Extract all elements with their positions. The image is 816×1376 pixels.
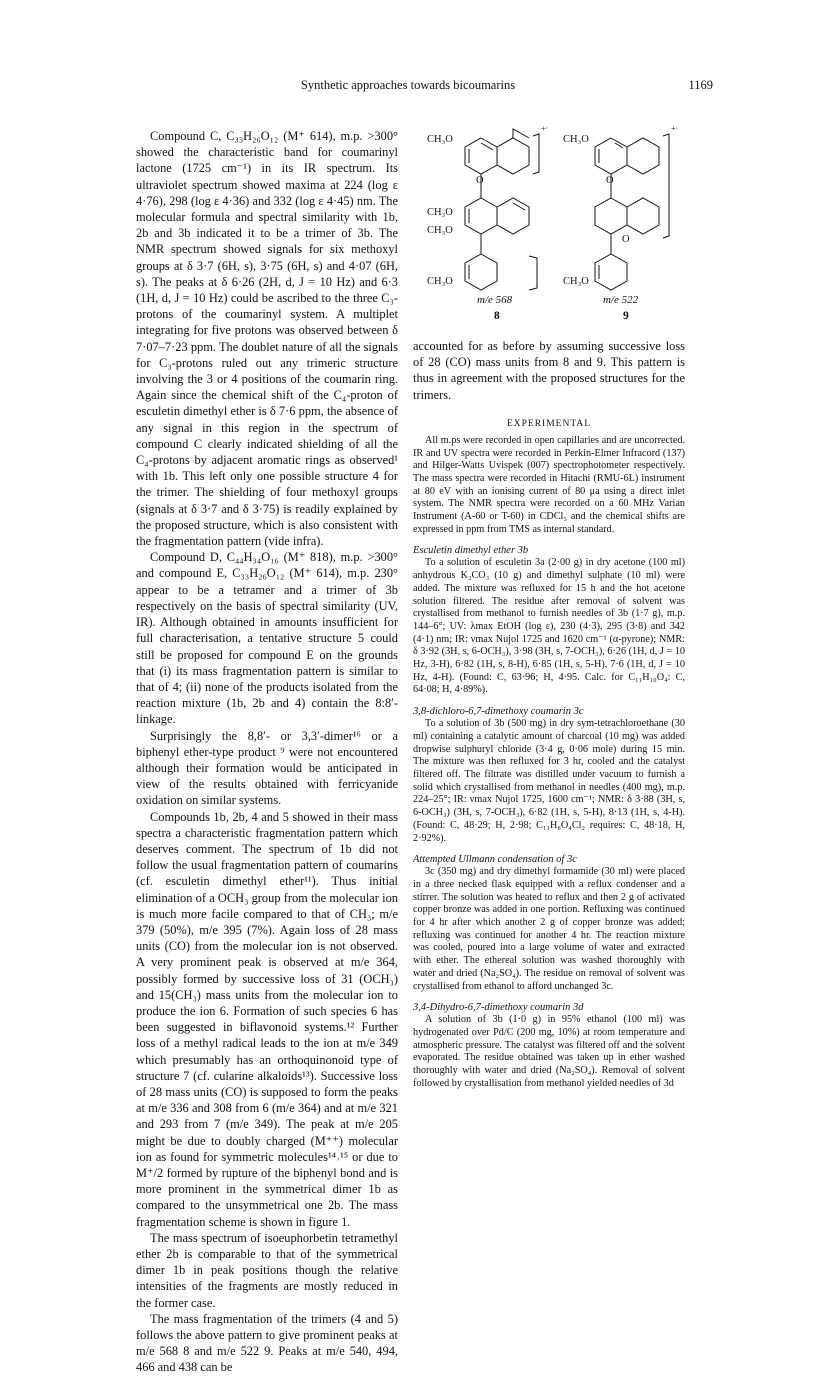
compound-number: 9 <box>623 310 629 322</box>
structure-drawing <box>413 128 685 328</box>
methoxy-label: CH₃O <box>427 134 453 145</box>
ring-oxygen-label: O <box>622 234 630 245</box>
paragraph: Surprisingly the 8,8′- or 3,3′-dimer¹⁶ or a biphenyl ether-type product ⁹ were not encountered although their formation would be anticipated in view of the results obtained with ferricyanide oxidation on similar systems. <box>136 728 398 808</box>
paragraph: The mass spectrum of isoeuphorbetin tetramethyl ether 2b is comparable to that of the symmetrical dimer 1b in peak positions though the relative intensities of the fragments are mostly reduced in the former case. <box>136 1230 398 1310</box>
compound-number: 8 <box>494 310 500 322</box>
charge-label: +· <box>541 124 549 133</box>
running-title: Synthetic approaches towards bicoumarins <box>300 78 516 92</box>
mass-label: m/e 522 <box>603 294 639 306</box>
subsection-title: 3,8-dichloro-6,7-dimethoxy coumarin 3c <box>413 706 584 718</box>
methoxy-label: CH₃O <box>563 276 589 287</box>
mass-label: m/e 568 <box>477 294 513 306</box>
subsection-title: Esculetin dimethyl ether 3b <box>413 545 529 557</box>
continuation-paragraph: accounted for as before by assuming successive loss of 28 (CO) mass units from 8 and 9. This pattern is thus in agreement with the proposed structures for the trimers. <box>413 339 685 402</box>
paragraph: The mass fragmentation of the trimers (4 and 5) follows the above pattern to give prominent peaks at m/e 568 8 and m/e 522 9. Peaks at m/e 540, 494, 466 and 438 can be <box>136 1311 398 1375</box>
subsection-body: 3c (350 mg) and dry dimethyl formamide (30 ml) were placed in a three necked flask equipped with a reflux condenser and a stirrer. The solution was heated to reflux and then 2 g of activated copper bronze was added in one portion. Refluxing was continued for 4 hr after which another 2 g of copper bronze was added; refluxing was continued for another 4 hr. The reaction mixture was cooled, poured into a large volume of water and extracted with ether. The ethereal solution was washed thoroughly with water and dried (Na₂SO₄). The residue on removal of solvent was crystallised from ethanol to afford unchanged 3c. <box>413 866 685 992</box>
paragraph: Compound D, C₄₄H₃₄O₁₆ (M⁺ 818), m.p. >300° and compound E, C₃₃H₂₆O₁₂ (M⁺ 614), m.p. 230° appear to be a tetramer and a trimer of 3b respectively on the basis of spectral similarity (UV, IR). Although obtained in amounts insufficient for full characterisation, a tentative structure 5 could still be proposed for compound E on the grounds that (i) its mass fragmentation pattern is similar to that of 4; (ii) none of the products isolated from the reaction mixture (1b, 2b and 4) contain the 8:8′-linkage. <box>136 550 398 727</box>
subsection-body: To a solution of 3b (500 mg) in dry sym-tetrachloroethane (30 ml) containing a catalytic amount of charcoal (10 mg) was added dropwise sulphuryl chloride (3·4 g, 0·06 mole) during 15 min. The mixture was then refluxed for 3 hr, cooled and the catalyst filtered off. The filtrate was distilled under vacuum to furnish a solid which crystallised from methanol in needles (400 mg), m.p. 224–25°; IR: νmax Nujol 1725, 1600 cm⁻¹; NMR: δ 3·88 (3H, s, 6-OCH₃) (3H, s, 7-OCH₃), 6·82 (1H, s, 5-H), 8·13 (1H, s, 4-H). (Found: C, 48·29; H, 2·98; C₁₁H₈O₄Cl₂ requires: C, 48·18, H, 2·92%). <box>413 718 685 844</box>
paragraph: Compound C, C₃₃H₂₆O₁₂ (M⁺ 614), m.p. >300° showed the characteristic band for coumarinyl lactone (1725 cm⁻¹) in its IR spectrum. Its ultraviolet spectrum showed maxima at 224 (log ε 4·76), 298 (log ε 4·36) and 332 (log ε 4·45) nm. The molecular formula and spectral similarity with 1b, 2b and 3b indicated it to be a trimer of 3b. The NMR spectrum showed signals for six methoxyl groups at δ 3·7 (6H, s), 3·75 (6H, s) and 4·07 (6H, s). The peaks at δ 6·26 (2H, d, J = 10 Hz) and 6·3 (1H, d, J = 10 Hz) could be ascribed to the three C₃-protons of the coumarinyl system. A multiplet integrating for five protons was observed between δ 7·07–7·23 ppm. The doublet nature of all the signals for C₃-protons ruled out any trimeric structure involving the 3 or 4 positions of the coumarin ring. Again since the chemical shift of the C₄-proton of esculetin dimethyl ether is δ 7·6 ppm, the absence of any signal in this region in the spectrum of compound C clearly indicated shielding of all the C₄-protons by adjacent aromatic rings as observed¹ with 1b. This left only one possible structure 4 for the trimer. The shielding of four methoxyl groups (signals at δ 3·7 and δ 3·75) is readily explained by the proposed structure, which is also consistent with the fragmentation pattern (vide infra). <box>136 129 398 549</box>
ring-oxygen-label: O <box>476 175 484 186</box>
structure-figure <box>413 124 685 328</box>
right-column <box>413 124 685 1090</box>
subsection-body: To a solution of esculetin 3a (2·00 g) in dry acetone (100 ml) anhydrous K₂CO₃ (10 g) and dimethyl sulphate (10 ml) were added. The mixture was refluxed for 15 h and the hot acetone solution filtered. The residue after removal of solvent was crystallised from methanol to furnish needles of 3b (1·7 g), m.p. 144–6°; UV: λmax EtOH (log ε), 230 (4·3), 295 (3·8) and 342 (4·1) nm; IR: νmax Nujol 1725 and 1620 cm⁻¹ (α-pyrone); NMR: δ 3·92 (3H, s, 6-OCH₃), 3·98 (3H, s, 7-OCH₃), 6·26 (1H, d, J = 10 Hz, 3-H), 6·82 (1H, s, 8-H), 6·85 (1H, s, 5-H), 7·6 (1H, d, J = 10 Hz, 4-H). (Found: C, 63·96; H, 4·95. Calc. for C₁₁H₁₀O₄: C, 64·08; H, 4·89%). <box>413 557 685 696</box>
left-column <box>136 128 398 1376</box>
methoxy-label: CH₃O <box>563 134 589 145</box>
experimental-intro: All m.ps were recorded in open capillaries and are uncorrected. IR and UV spectra were recorded in Perkin-Elmer Infracord (137) and Hilger-Watts Uvispek (007) spectrophotometer respectively. The mass spectra were recorded in Hitachi (RMU-6L) instrument at 80 eV with an ionising current of 80 μa using a direct inlet system. The NMR spectra were recorded on a 60 MHz Varian Instrument (A-60 or T-60) in CDCl₃ and the chemical shifts are expressed in ppm from TMS as internal standard. <box>413 434 685 535</box>
methoxy-label: CH₃O <box>427 276 453 287</box>
paragraph: Compounds 1b, 2b, 4 and 5 showed in their mass spectra a characteristic fragmentation pattern which deserves comment. The spectrum of 1b did not follow the usual fragmentation pattern of coumarins (cf. esculetin dimethyl ether¹¹). Thus initial elimination of a OCH₃ group from the molecular ion is much more facile compared to that of CH₃; m/e 379 (50%), m/e 395 (7%). Again loss of 28 mass units (CO) from the molecular ion is not observed. A very prominent peak is observed at m/e 364, possibly formed by successive loss of 31 (OCH₃) and 15(CH₃) mass units from the molecular ion to produce the ion 6. Formation of such species 6 has been suggested in biflavonoid systems.¹² Further loss of a methyl radical leads to the ion at m/e 349 which presumably has an orthoquinonoid type of structure 7 (cf. cularine alkaloids¹³). Successive loss of 28 mass units (CO) is supposed to form the peaks at m/e 336 and 308 from 6 (m/e 364) and at m/e 321 and 293 from 7 (m/e 349). The peak at m/e 205 might be due to doubly charged (M⁺⁺) molecular ion as found for symmetric molecules¹⁴˒¹⁵ or due to M⁺/2 formed by rupture of the biphenyl bond and is more prominent in the symmetrical dimer 1b as compared to the unsymmetrical one 2b. The mass fragmentation scheme is shown in figure 1. <box>136 809 398 1229</box>
methoxy-label: CH₃O <box>427 225 453 236</box>
methoxy-label: CH₃O <box>427 207 453 218</box>
subsection-title: Attempted Ullmann condensation of 3c <box>413 854 577 866</box>
subsection-body: A solution of 3b (1·0 g) in 95% ethanol (100 ml) was hydrogenated over Pd/C (200 mg, 10%) at room temperature and atmospheric pressure. The catalyst was filtered off and the solvent evaporated. The residue obtained was taken up in ether washed thoroughly with water and dried (Na₂SO₄). Removal of solvent followed by crystallisation from methanol yielded needles of 3d <box>413 1014 685 1089</box>
charge-label: +· <box>671 124 679 133</box>
ring-oxygen-label: O <box>606 175 614 186</box>
subsection-title: 3,4-Dihydro-6,7-dimethoxy coumarin 3d <box>413 1002 584 1014</box>
page-number: 1169 <box>688 78 713 92</box>
experimental-heading: EXPERIMENTAL <box>506 418 592 429</box>
